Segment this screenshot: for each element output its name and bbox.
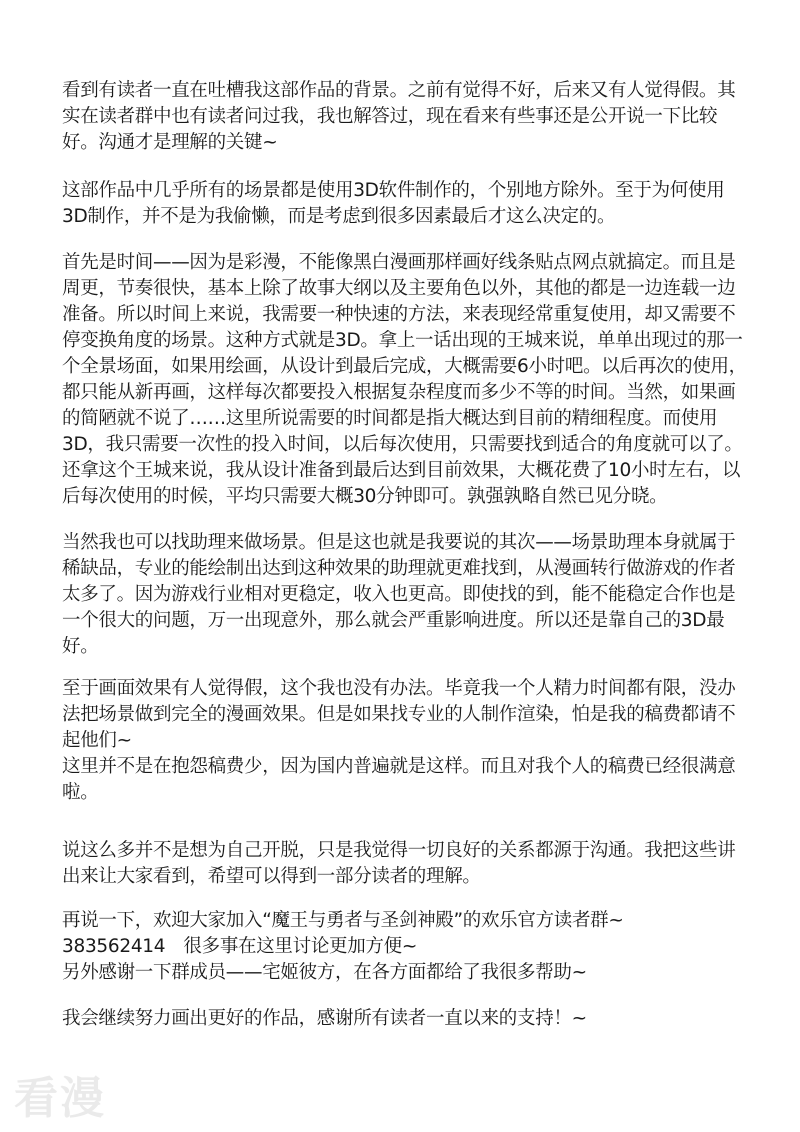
paragraph-visual-effect: 至于画面效果有人觉得假，这个我也没有办法。毕竟我一个人精力时间都有限，没办法把场景做到完全的漫画效果。但是如果找专业的人制作渲染，怕是我的稿费都请不起他们~ 这里并不是在抱怨稿费少，因为国内普遍就是这样。而且对我个人的稿费已经很满意啦。	[62, 678, 736, 803]
paragraph-3d-usage: 这部作品中几乎所有的场景都是使用3D软件制作的，个别地方除外。至于为何使用3D制作，并不是为我偷懒，而是考虑到很多因素最后才这么决定的。	[62, 180, 725, 227]
paragraph-time-reason: 首先是时间——因为是彩漫，不能像黑白漫画那样画好线条贴点网点就搞定。而且是周更，节奏很快，基本上除了故事大纲以及主要角色以外，其他的都是一边连载一边准备。所以时间上来说，我需要一种快速的方法，来表现经常重复使用，却又需要不停变换角度的场景。这种方式就是3D。拿上一话出现的王城来说，单单出现过的那一个全景场面，如果用绘画，从设计到最后完成，大概需要6小时吧。以后再次的使用，都只能从新再画，这样每次都要投入根据复杂程度而多少不等的时间。当然，如果画的简陋就不说了……这里所说需要的时间都是指大概达到目前的精细程度。而使用3D，我只需要一次性的投入时间，以后每次使用，只需要找到适合的角度就可以了。还拿这个王城来说，我从设计准备到最后达到目前效果，大概花费了10小时左右，以后每次使用的时候，平均只需要大概30分钟即可。孰强孰略自然已见分晓。	[62, 252, 747, 507]
paragraph-background-intro: 看到有读者一直在吐槽我这部作品的背景。之前有觉得不好，后来又有人觉得假。其实在读者群中也有读者问过我，我也解答过，现在看来有些事还是公开说一下比较好。沟通才是理解的关键~	[62, 80, 736, 153]
paragraph-thanks: 我会继续努力画出更好的作品，感谢所有读者一直以来的支持！~	[62, 1008, 587, 1029]
paragraph-reader-group: 再说一下，欢迎大家加入“魔王与勇者与圣剑神殿”的欢乐官方读者群~ 383562414 很多事在这里讨论更加方便~ 另外感谢一下群成员——宅姬彼方，在各方面都给了我很多帮助~	[62, 910, 624, 983]
paragraph-assistant-reason: 当然我也可以找助理来做场景。但是这也就是我要说的其次——场景助理本身就属于稀缺品，专业的能绘制出达到这种效果的助理就更难找到，从漫画转行做游戏的作者太多了。因为游戏行业相对更稳定，收入也更高。即使找的到，能不能稳定合作也是一个很大的问题，万一出现意外，那么就会严重影响进度。所以还是靠自己的3D最好。	[62, 532, 736, 657]
watermark-logo: 看漫	[14, 1073, 106, 1124]
paragraph-communication: 说这么多并不是想为自己开脱，只是我觉得一切良好的关系都源于沟通。我把这些讲出来让大家看到，希望可以得到一部分读者的理解。	[62, 840, 736, 887]
